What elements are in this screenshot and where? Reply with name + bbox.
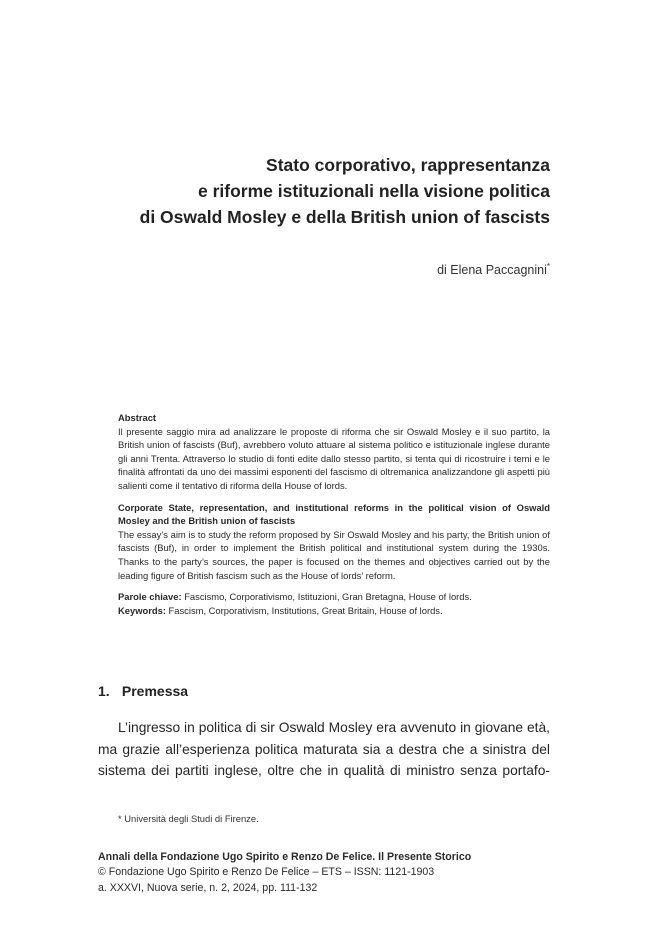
- author-footnote-mark: *: [546, 262, 550, 271]
- body-paragraph: [98, 717, 550, 782]
- keywords-english-label: Keywords:: [118, 604, 166, 616]
- journal-title: Annali della Fondazione Ugo Spirito e Renzo De Felice. Il Presente Storico: [98, 851, 472, 863]
- keywords-english-text: Fascism, Corporativism, Institutions, Great Britain, House of lords.: [168, 604, 443, 616]
- keywords-italian-text: Fascismo, Corporativismo, Istituzioni, Gran Bretagna, House of lords.: [184, 591, 472, 603]
- author-name: di Elena Paccagnini: [437, 263, 547, 278]
- keywords-english: [118, 604, 550, 618]
- abstract-section: [118, 411, 550, 617]
- abstract-heading: Abstract: [118, 412, 157, 423]
- keywords-italian: [118, 590, 550, 604]
- title-line-3: di Oswald Mosley e della British union of fascists: [139, 207, 550, 227]
- title-line-2: e riforme istituzionali nella visione politica: [197, 181, 550, 201]
- body-line-1: L’ingresso in politica di sir Oswald Mosley era avvenuto in giovane età,: [118, 720, 550, 735]
- journal-info: [98, 850, 558, 896]
- author-byline: [437, 262, 550, 277]
- article-title: [110, 152, 550, 230]
- body-line-2: ma grazie all’esperienza politica maturata sia a destra che a sinistra del: [98, 741, 550, 757]
- section-number: 1.: [98, 683, 110, 699]
- keywords-italian-label: Parole chiave:: [118, 591, 182, 603]
- english-abstract-heading: Corporate State, representation, and institutional reforms in the political vision of Oswald Mosley and the British union of fascists: [118, 501, 550, 527]
- title-line-1: Stato corporativo, rappresentanza: [266, 155, 550, 175]
- keywords-block: [118, 590, 550, 617]
- body-line-3: sistema dei partiti inglese, oltre che in qualità di ministro senza portafo-: [98, 763, 550, 778]
- section-heading: [98, 683, 188, 699]
- journal-copyright: © Fondazione Ugo Spirito e Renzo De Felice – ETS – ISSN: 1121-1903: [98, 866, 435, 879]
- abstract-text: Il presente saggio mira ad analizzare le proposte di riforma che sir Oswald Mosley e il suo partito, la British union of fascists (Buf), avrebbero voluto attuare al sistema politico e istituzionale inglese durante gli anni Trenta. Attraverso lo studio di fonti edite dallo stesso partito, si tenta qui di ricostruire i temi e le finalità affrontati da uno dei massimi esponenti del fascismo di oltremanica analizzandone gli aspetti più salienti come il tentativo di riforma della House of lords.: [118, 425, 550, 491]
- english-abstract-text: The essay’s aim is to study the reform proposed by Sir Oswald Mosley and his party, the British union of fascists (Buf), in order to implement the British political and institutional system during the 1930s. Thanks to the party’s sources, the paper is focused on the themes and objectives carried out by the leading figure of British fascism such as the House of lords’ reform.: [118, 528, 550, 581]
- footnote: * Università degli Studi di Firenze.: [118, 813, 259, 824]
- journal-issue: a. XXXVI, Nuova serie, n. 2, 2024, pp. 111-132: [98, 881, 318, 894]
- section-title: Premessa: [121, 683, 189, 699]
